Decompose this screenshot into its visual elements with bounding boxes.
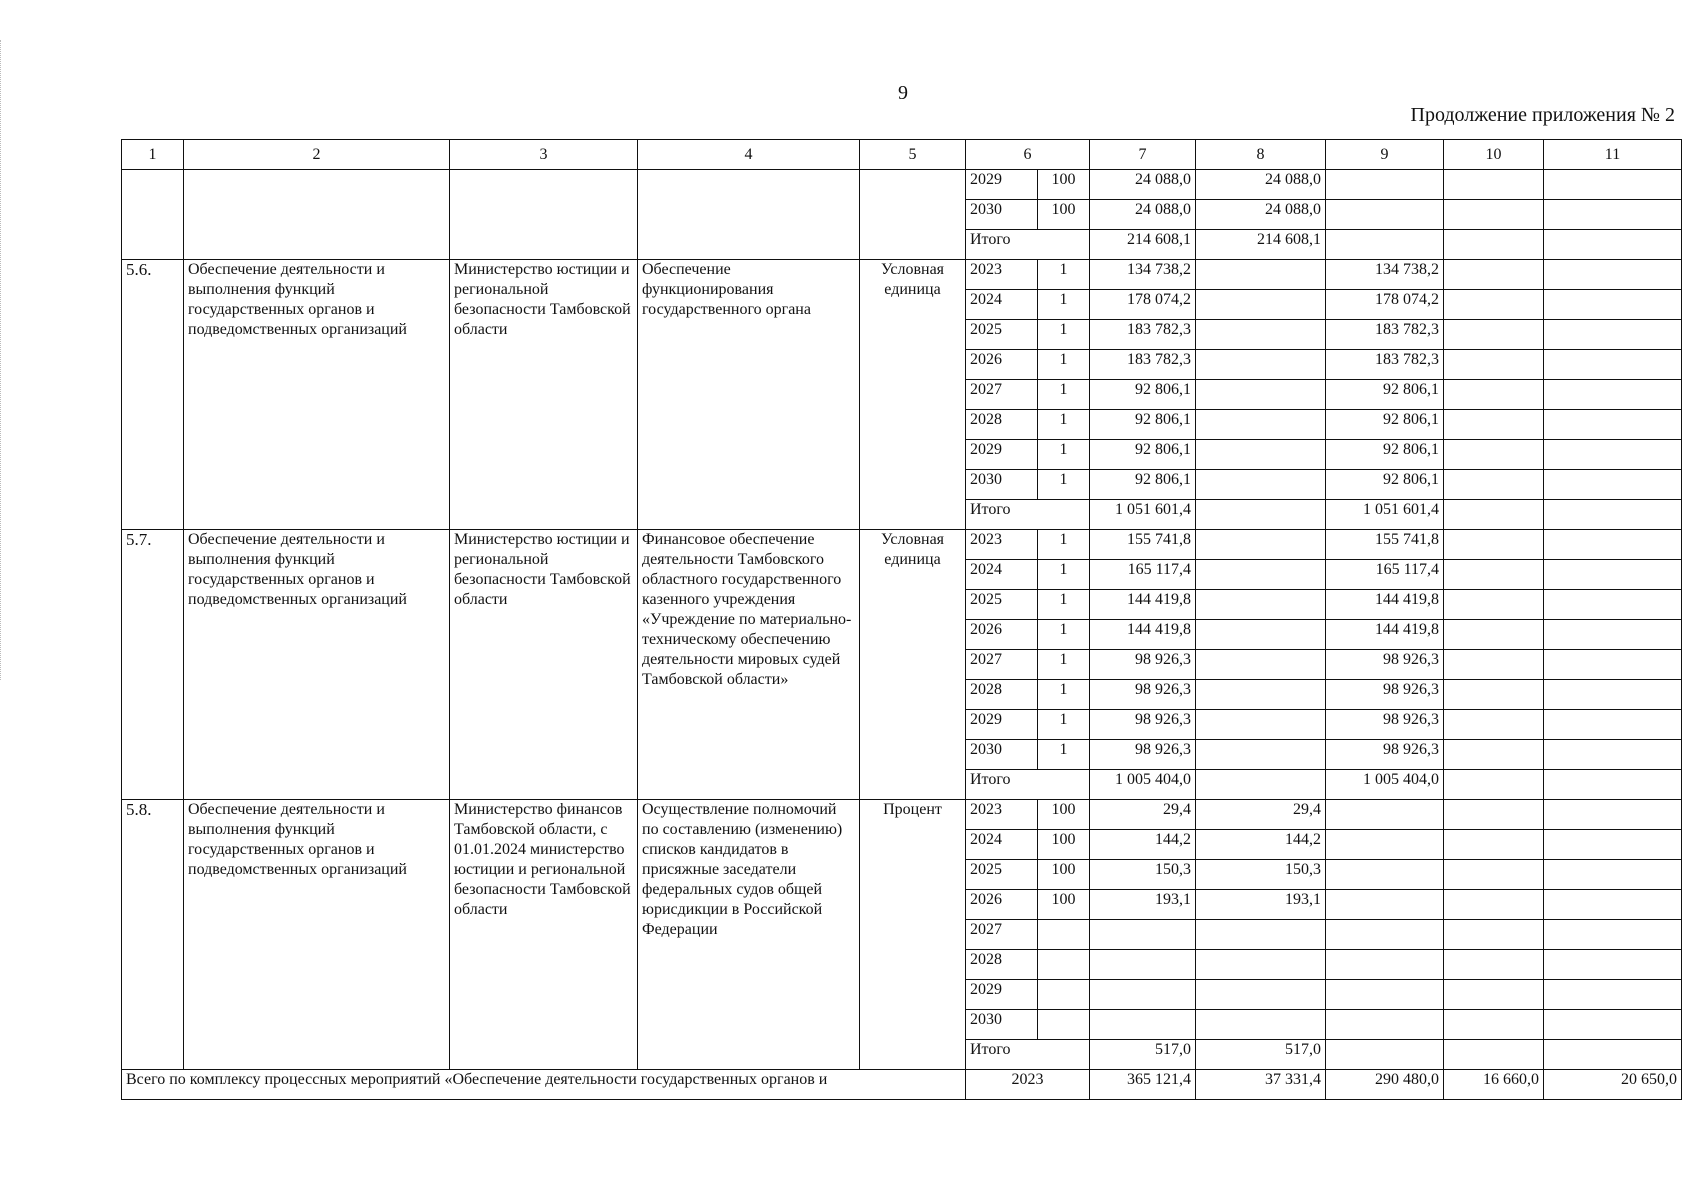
amount-col7: 144 419,8: [1090, 620, 1196, 650]
header-col-3: 3: [450, 140, 638, 170]
table-row: [122, 800, 1682, 830]
header-col-9: 9: [1326, 140, 1444, 170]
header-col-7: 7: [1090, 140, 1196, 170]
amount-col7: 98 926,3: [1090, 710, 1196, 740]
amount-col10: [1444, 710, 1544, 740]
year-cell: 2029: [966, 170, 1038, 200]
amount-col11: [1544, 380, 1682, 410]
amount-col7: 24 088,0: [1090, 200, 1196, 230]
amount-col11: [1544, 530, 1682, 560]
header-col-8: 8: [1196, 140, 1326, 170]
amount-col9: [1326, 890, 1444, 920]
qty-cell: 1: [1038, 380, 1090, 410]
amount-col7: 98 926,3: [1090, 740, 1196, 770]
grand-total-col10: 16 660,0: [1444, 1070, 1544, 1100]
year-cell: 2029: [966, 440, 1038, 470]
qty-cell: 1: [1038, 740, 1090, 770]
amount-col9: 178 074,2: [1326, 290, 1444, 320]
year-cell: 2026: [966, 620, 1038, 650]
year-cell: 2024: [966, 560, 1038, 590]
amount-col11: [1544, 560, 1682, 590]
cell-empty: [450, 170, 638, 260]
amount-col10: [1444, 200, 1544, 230]
amount-col11: [1544, 890, 1682, 920]
qty-cell: 100: [1038, 890, 1090, 920]
amount-col7: 92 806,1: [1090, 470, 1196, 500]
qty-cell: 100: [1038, 860, 1090, 890]
amount-col7: 98 926,3: [1090, 680, 1196, 710]
cell-empty: [638, 170, 860, 260]
total-label: Итого: [966, 1040, 1090, 1070]
qty-cell: 1: [1038, 650, 1090, 680]
year-cell: 2028: [966, 950, 1038, 980]
amount-col9: 134 738,2: [1326, 260, 1444, 290]
amount-col11: [1544, 800, 1682, 830]
amount-col10: [1444, 680, 1544, 710]
amount-col10: [1444, 260, 1544, 290]
amount-col10: [1444, 920, 1544, 950]
year-cell: 2030: [966, 470, 1038, 500]
amount-col9: 183 782,3: [1326, 320, 1444, 350]
total-col8: 517,0: [1196, 1040, 1326, 1070]
year-cell: 2026: [966, 890, 1038, 920]
amount-col11: [1544, 170, 1682, 200]
year-cell: 2024: [966, 290, 1038, 320]
amount-col8: [1196, 380, 1326, 410]
amount-col10: [1444, 980, 1544, 1010]
amount-col10: [1444, 890, 1544, 920]
amount-col11: [1544, 620, 1682, 650]
amount-col10: [1444, 830, 1544, 860]
qty-cell: 1: [1038, 620, 1090, 650]
section-number: 5.7.: [122, 530, 184, 800]
amount-col9: [1326, 920, 1444, 950]
amount-col11: [1544, 710, 1682, 740]
amount-col11: [1544, 410, 1682, 440]
amount-col11: [1544, 680, 1682, 710]
qty-cell: 1: [1038, 410, 1090, 440]
amount-col9: [1326, 830, 1444, 860]
total-col8: [1196, 770, 1326, 800]
amount-col7: 144 419,8: [1090, 590, 1196, 620]
amount-col8: [1196, 290, 1326, 320]
amount-col8: [1196, 710, 1326, 740]
qty-cell: [1038, 980, 1090, 1010]
amount-col7: 183 782,3: [1090, 320, 1196, 350]
year-cell: 2027: [966, 920, 1038, 950]
amount-col8: [1196, 740, 1326, 770]
total-col11: [1544, 230, 1682, 260]
amount-col8: 24 088,0: [1196, 200, 1326, 230]
total-col9: [1326, 230, 1444, 260]
amount-col10: [1444, 350, 1544, 380]
year-cell: 2023: [966, 530, 1038, 560]
total-col11: [1544, 1040, 1682, 1070]
amount-col7: 178 074,2: [1090, 290, 1196, 320]
amount-col7: 134 738,2: [1090, 260, 1196, 290]
amount-col9: 144 419,8: [1326, 620, 1444, 650]
grand-total-col7: 365 121,4: [1090, 1070, 1196, 1100]
header-col-11: 11: [1544, 140, 1682, 170]
section-executor: Министерство юстиции и региональной безопасности Тамбовской области: [450, 260, 638, 530]
amount-col10: [1444, 410, 1544, 440]
amount-col8: 24 088,0: [1196, 170, 1326, 200]
year-cell: 2023: [966, 800, 1038, 830]
header-col-10: 10: [1444, 140, 1544, 170]
grand-total-col11: 20 650,0: [1544, 1070, 1682, 1100]
amount-col9: 155 741,8: [1326, 530, 1444, 560]
total-label: Итого: [966, 770, 1090, 800]
amount-col9: [1326, 950, 1444, 980]
amount-col8: 29,4: [1196, 800, 1326, 830]
amount-col10: [1444, 380, 1544, 410]
grand-total-label: Всего по комплексу процессных мероприятий «Обеспечение деятельности государственных органов и: [122, 1070, 966, 1100]
cell-empty: [860, 170, 966, 260]
amount-col11: [1544, 200, 1682, 230]
year-cell: 2028: [966, 680, 1038, 710]
amount-col7: 92 806,1: [1090, 410, 1196, 440]
amount-col9: 92 806,1: [1326, 410, 1444, 440]
amount-col8: [1196, 560, 1326, 590]
total-col10: [1444, 1040, 1544, 1070]
total-col11: [1544, 500, 1682, 530]
amount-col11: [1544, 260, 1682, 290]
amount-col10: [1444, 620, 1544, 650]
total-col7: 1 005 404,0: [1090, 770, 1196, 800]
amount-col11: [1544, 350, 1682, 380]
amount-col9: [1326, 860, 1444, 890]
year-cell: 2025: [966, 320, 1038, 350]
year-cell: 2030: [966, 740, 1038, 770]
total-col7: 517,0: [1090, 1040, 1196, 1070]
amount-col10: [1444, 740, 1544, 770]
section-result: Финансовое обеспечение деятельности Тамбовского областного государственного казенного учреждения «Учреждение по материально-техническому обеспечению деятельности мировых судей Тамбовской области»: [638, 530, 860, 800]
amount-col9: 98 926,3: [1326, 650, 1444, 680]
amount-col11: [1544, 830, 1682, 860]
qty-cell: 1: [1038, 260, 1090, 290]
amount-col11: [1544, 440, 1682, 470]
qty-cell: 100: [1038, 170, 1090, 200]
qty-cell: 1: [1038, 680, 1090, 710]
amount-col11: [1544, 860, 1682, 890]
section-number: 5.8.: [122, 800, 184, 1070]
amount-col7: 183 782,3: [1090, 350, 1196, 380]
qty-cell: 1: [1038, 350, 1090, 380]
amount-col11: [1544, 590, 1682, 620]
amount-col8: [1196, 950, 1326, 980]
amount-col9: [1326, 800, 1444, 830]
amount-col8: [1196, 920, 1326, 950]
amount-col8: [1196, 620, 1326, 650]
year-cell: 2029: [966, 980, 1038, 1010]
section-name: Обеспечение деятельности и выполнения функций государственных органов и подведомственных организаций: [184, 530, 450, 800]
qty-cell: 1: [1038, 290, 1090, 320]
year-cell: 2025: [966, 860, 1038, 890]
amount-col8: 150,3: [1196, 860, 1326, 890]
amount-col10: [1444, 950, 1544, 980]
total-col9: 1 051 601,4: [1326, 500, 1444, 530]
amount-col10: [1444, 290, 1544, 320]
year-cell: 2023: [966, 260, 1038, 290]
amount-col7: 92 806,1: [1090, 440, 1196, 470]
section-executor: Министерство юстиции и региональной безопасности Тамбовской области: [450, 530, 638, 800]
amount-col7: 144,2: [1090, 830, 1196, 860]
qty-cell: [1038, 1010, 1090, 1040]
amount-col9: [1326, 1010, 1444, 1040]
grand-total-row: [122, 1070, 1682, 1100]
qty-cell: 1: [1038, 320, 1090, 350]
year-cell: 2027: [966, 650, 1038, 680]
total-col7: 214 608,1: [1090, 230, 1196, 260]
amount-col8: 144,2: [1196, 830, 1326, 860]
amount-col10: [1444, 560, 1544, 590]
year-cell: 2027: [966, 380, 1038, 410]
section-unit: Условная единица: [860, 260, 966, 530]
year-cell: 2028: [966, 410, 1038, 440]
amount-col9: 98 926,3: [1326, 740, 1444, 770]
amount-col11: [1544, 980, 1682, 1010]
section-number: 5.6.: [122, 260, 184, 530]
grand-total-year: 2023: [966, 1070, 1090, 1100]
header-row: [122, 140, 1682, 170]
year-cell: 2026: [966, 350, 1038, 380]
table-row: [122, 170, 1682, 200]
qty-cell: 100: [1038, 800, 1090, 830]
header-col-2: 2: [184, 140, 450, 170]
qty-cell: 1: [1038, 440, 1090, 470]
amount-col9: 165 117,4: [1326, 560, 1444, 590]
year-cell: 2030: [966, 1010, 1038, 1040]
budget-table: [121, 139, 1682, 1100]
section-name: Обеспечение деятельности и выполнения функций государственных органов и подведомственных организаций: [184, 260, 450, 530]
section-executor: Министерство финансов Тамбовской области, с 01.01.2024 министерство юстиции и региональной безопасности Тамбовской области: [450, 800, 638, 1070]
qty-cell: [1038, 920, 1090, 950]
scan-edge-dots: [0, 40, 3, 680]
total-label: Итого: [966, 230, 1090, 260]
amount-col9: 144 419,8: [1326, 590, 1444, 620]
amount-col10: [1444, 590, 1544, 620]
amount-col8: [1196, 470, 1326, 500]
header-col-4: 4: [638, 140, 860, 170]
year-cell: 2024: [966, 830, 1038, 860]
total-col8: [1196, 500, 1326, 530]
amount-col8: [1196, 350, 1326, 380]
amount-col7: 150,3: [1090, 860, 1196, 890]
amount-col8: [1196, 590, 1326, 620]
total-col10: [1444, 500, 1544, 530]
amount-col11: [1544, 290, 1682, 320]
amount-col10: [1444, 530, 1544, 560]
section-result: Обеспечение функционирования государственного органа: [638, 260, 860, 530]
amount-col9: 183 782,3: [1326, 350, 1444, 380]
amount-col10: [1444, 470, 1544, 500]
amount-col8: 193,1: [1196, 890, 1326, 920]
total-col11: [1544, 770, 1682, 800]
amount-col7: 98 926,3: [1090, 650, 1196, 680]
amount-col9: [1326, 200, 1444, 230]
total-col7: 1 051 601,4: [1090, 500, 1196, 530]
total-col10: [1444, 230, 1544, 260]
grand-total-col8: 37 331,4: [1196, 1070, 1326, 1100]
amount-col8: [1196, 260, 1326, 290]
amount-col9: 98 926,3: [1326, 680, 1444, 710]
total-label: Итого: [966, 500, 1090, 530]
grand-total-col9: 290 480,0: [1326, 1070, 1444, 1100]
qty-cell: 100: [1038, 830, 1090, 860]
amount-col11: [1544, 320, 1682, 350]
amount-col7: 193,1: [1090, 890, 1196, 920]
qty-cell: 100: [1038, 200, 1090, 230]
cell-empty: [122, 170, 184, 260]
year-cell: 2030: [966, 200, 1038, 230]
table-row: [122, 260, 1682, 290]
amount-col10: [1444, 170, 1544, 200]
amount-col7: 165 117,4: [1090, 560, 1196, 590]
amount-col7: [1090, 950, 1196, 980]
amount-col9: 92 806,1: [1326, 380, 1444, 410]
amount-col8: [1196, 440, 1326, 470]
total-col9: 1 005 404,0: [1326, 770, 1444, 800]
amount-col8: [1196, 980, 1326, 1010]
amount-col7: 155 741,8: [1090, 530, 1196, 560]
header-col-6: 6: [966, 140, 1090, 170]
total-col9: [1326, 1040, 1444, 1070]
qty-cell: 1: [1038, 470, 1090, 500]
amount-col9: 98 926,3: [1326, 710, 1444, 740]
amount-col9: 92 806,1: [1326, 470, 1444, 500]
cell-empty: [184, 170, 450, 260]
amount-col10: [1444, 440, 1544, 470]
amount-col9: [1326, 170, 1444, 200]
amount-col7: 92 806,1: [1090, 380, 1196, 410]
amount-col11: [1544, 950, 1682, 980]
amount-col11: [1544, 650, 1682, 680]
amount-col9: [1326, 980, 1444, 1010]
amount-col11: [1544, 1010, 1682, 1040]
amount-col8: [1196, 410, 1326, 440]
amount-col7: 29,4: [1090, 800, 1196, 830]
amount-col8: [1196, 530, 1326, 560]
amount-col11: [1544, 920, 1682, 950]
amount-col7: 24 088,0: [1090, 170, 1196, 200]
amount-col8: [1196, 650, 1326, 680]
year-cell: 2025: [966, 590, 1038, 620]
amount-col8: [1196, 320, 1326, 350]
amount-col9: 92 806,1: [1326, 440, 1444, 470]
year-cell: 2029: [966, 710, 1038, 740]
amount-col8: [1196, 680, 1326, 710]
amount-col8: [1196, 1010, 1326, 1040]
amount-col10: [1444, 320, 1544, 350]
amount-col7: [1090, 1010, 1196, 1040]
amount-col10: [1444, 860, 1544, 890]
qty-cell: 1: [1038, 710, 1090, 740]
section-unit: Условная единица: [860, 530, 966, 800]
header-col-5: 5: [860, 140, 966, 170]
page-number: 9: [898, 82, 908, 104]
total-col8: 214 608,1: [1196, 230, 1326, 260]
amount-col7: [1090, 980, 1196, 1010]
amount-col10: [1444, 800, 1544, 830]
qty-cell: [1038, 950, 1090, 980]
amount-col11: [1544, 740, 1682, 770]
amount-col10: [1444, 650, 1544, 680]
table-row: [122, 530, 1682, 560]
section-unit: Процент: [860, 800, 966, 1070]
qty-cell: 1: [1038, 560, 1090, 590]
amount-col11: [1544, 470, 1682, 500]
continuation-title: Продолжение приложения № 2: [1410, 104, 1675, 126]
amount-col7: [1090, 920, 1196, 950]
qty-cell: 1: [1038, 590, 1090, 620]
header-col-1: 1: [122, 140, 184, 170]
qty-cell: 1: [1038, 530, 1090, 560]
section-name: Обеспечение деятельности и выполнения функций государственных органов и подведомственных организаций: [184, 800, 450, 1070]
section-result: Осуществление полномочий по составлению (изменению) списков кандидатов в присяжные заседатели федеральных судов общей юрисдикции в Российской Федерации: [638, 800, 860, 1070]
amount-col10: [1444, 1010, 1544, 1040]
total-col10: [1444, 770, 1544, 800]
